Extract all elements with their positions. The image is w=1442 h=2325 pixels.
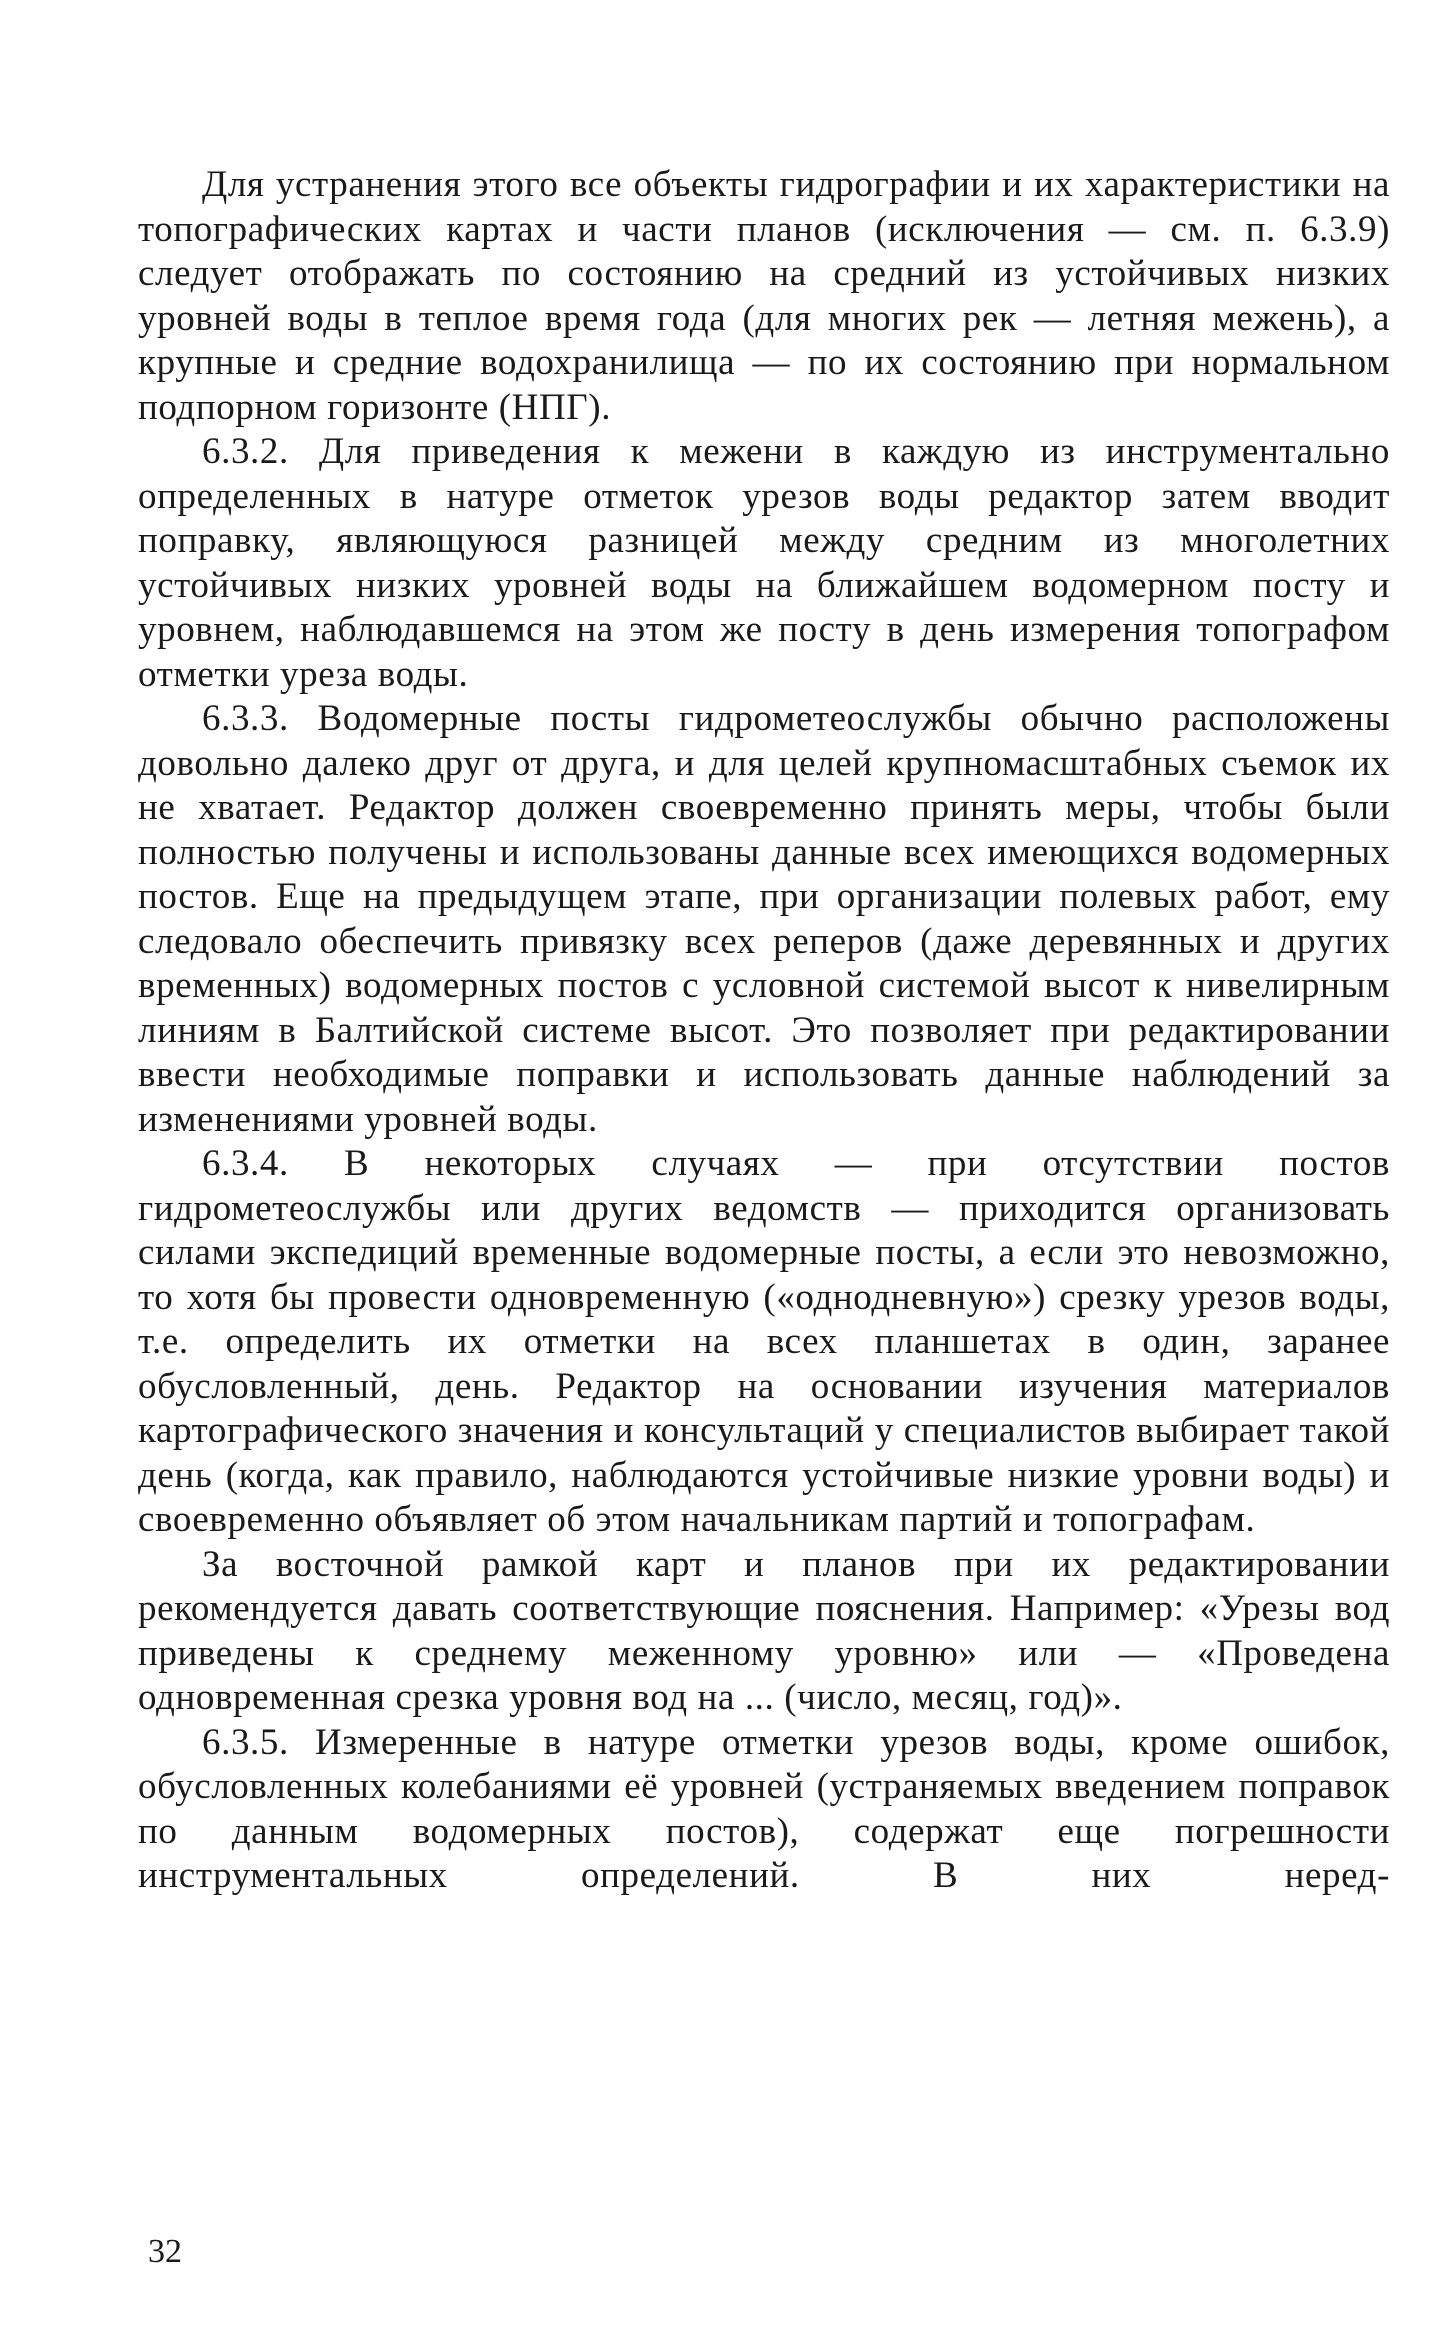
body-text xyxy=(138,163,1390,1899)
paragraph-6-3-2: 6.3.2. Для приведения к межени в каждую из инструментально определенных в натуре отметок урезов воды редактор затем вводит поправку, являющуюся разницей между средним из многолетних устойчивых низких уровней воды на ближайшем водомерном посту и уровнем, наблюдавшемся на этом же посту в день измерения топографом отметки уреза воды. xyxy=(138,431,1390,695)
paragraph-6-3-3: 6.3.3. Водомерные посты гидрометеослужбы обычно расположены довольно далеко друг от друга, и для целей крупномасштабных съемок их не хватает. Редактор должен своевременно принять меры, чтобы были полностью получены и использованы данные всех имеющихся водомерных постов. Еще на предыдущем этапе, при организации полевых работ, ему следовало обеспечить привязку всех реперов (даже деревянных и других временных) водомерных постов с условной системой высот к нивелирным линиям в Балтийской системе высот. Это позволяет при редактировании ввести необходимые поправки и использовать данные наблюдений за изменениями уровней воды. xyxy=(138,698,1390,1140)
page-number: 32 xyxy=(148,2233,182,2270)
paragraph-6-3-4: 6.3.4. В некоторых случаях — при отсутствии постов гидрометеослужбы или других ведомств — приходится организовать силами экспедиций временные водомерные посты, а если это невозможно, то хотя бы провести одновременную («однодневную») срезку урезов воды, т.е. определить их отметки на всех планшетах в один, заранее обусловленный, день. Редактор на основании изучения материалов картографического значения и консультаций у специалистов выбирает такой день (когда, как правило, наблюдаются устойчивые низкие уровни воды) и своевременно объявляет об этом начальникам партий и топографам. xyxy=(138,1143,1390,1540)
paragraph-6-3-5: 6.3.5. Измеренные в натуре отметки урезов воды, кроме ошибок, обусловленных колебаниями её уровней (устраняемых введением поправок по данным водомерных постов), содержат еще погрешности инструментальных определений. В них неред- xyxy=(138,1721,1390,1896)
paragraph-hydrography-intro: Для устранения этого все объекты гидрографии и их характеристики на топографических картах и части планов (исключения — см. п. 6.3.9) следует отображать по состоянию на средний из устойчивых низких уровней воды в теплое время года (для многих рек — летняя межень), а крупные и средние водохранилища — по их состоянию при нормальном подпорном горизонте (НПГ). xyxy=(138,164,1390,428)
paragraph-eastern-frame-notes: За восточной рамкой карт и планов при их редактировании рекомендуется давать соответствующие пояснения. Например: «Урезы вод приведены к среднему меженному уровню» или — «Проведена одновременная срезка уровня вод на ... (число, месяц, год)». xyxy=(138,1543,1390,1718)
